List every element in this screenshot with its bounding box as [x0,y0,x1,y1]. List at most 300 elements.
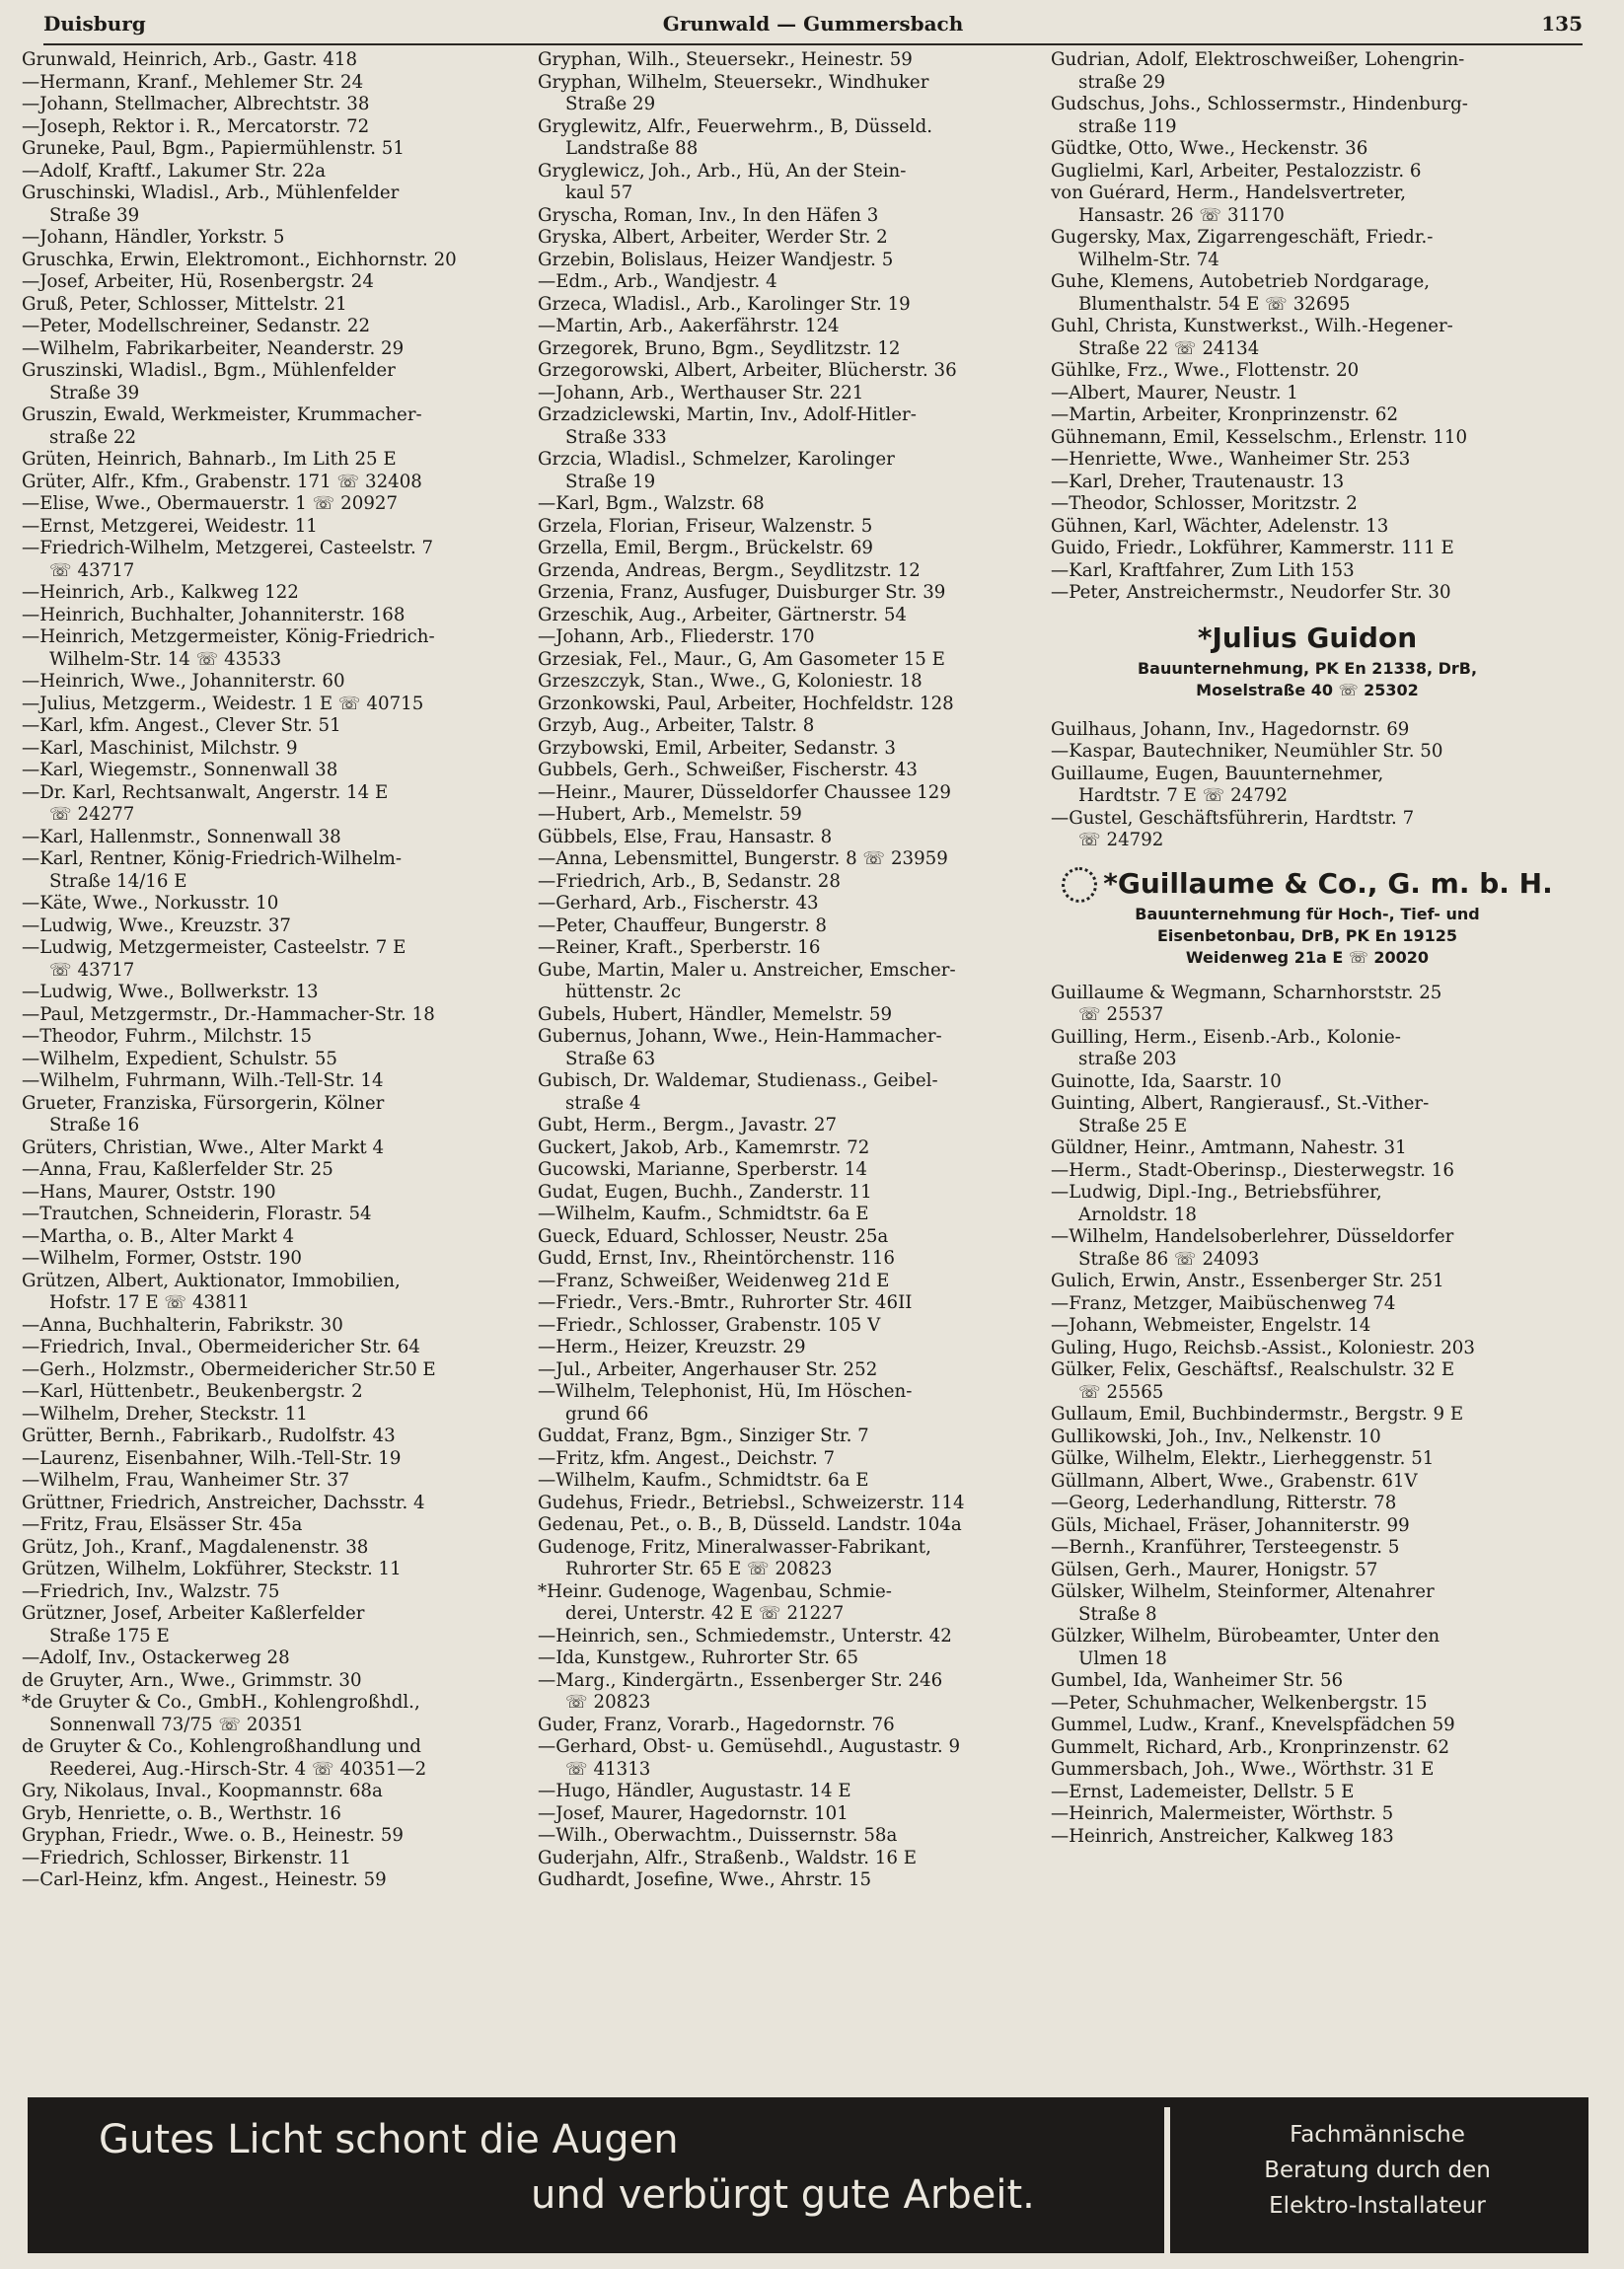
entry-line: Guinting, Albert, Rangierausf., St.-Vither- [1051,1093,1430,1114]
directory-entry [22,1470,527,1493]
directory-entry [538,738,1041,761]
directory-entry [538,360,1041,383]
entry-continuation: Straße 25 E [1078,1115,1188,1136]
entry-line: —Heinrich, Buchhalter, Johanniterstr. 168 [22,604,406,625]
entry-line: Güdtke, Otto, Wwe., Heckenstr. 36 [1051,138,1368,159]
directory-entry [538,1070,1041,1115]
entry-line: Grueter, Franziska, Fürsorgerin, Kölner [22,1092,385,1114]
entry-continuation: straße 22 [49,426,137,448]
directory-entry [538,404,1041,449]
directory-entry [538,1381,1041,1426]
directory-entry [1051,1670,1564,1693]
directory-entry [538,116,1041,161]
company-logo-icon [1062,867,1097,903]
entry-continuation: Hansastr. 26 ☏ 31170 [1078,204,1285,226]
entry-line: —Wilhelm, Telephonist, Hü, Im Höschen- [538,1381,913,1402]
directory-entry [22,294,527,317]
entry-line: Gülke, Wilhelm, Elektr., Lierheggenstr. 51 [1051,1448,1435,1469]
entry-line: Gubernus, Johann, Wwe., Hein-Hammacher- [538,1026,942,1047]
entry-line: Gryglewicz, Joh., Arb., Hü, An der Stein- [538,160,907,182]
banner-side-line3: Elektro-Installateur [1269,2193,1486,2219]
directory-entry [22,1026,527,1049]
directory-entry [1051,1782,1564,1804]
entry-line: —Friedr., Vers.-Bmtr., Ruhrorter Str. 46II [538,1292,913,1313]
entry-line: Grzcia, Wladisl., Schmelzer, Karolinger [538,449,895,470]
entry-line: —Karl, kfm. Angest., Clever Str. 51 [22,715,341,736]
entry-line: —Albert, Maurer, Neustr. 1 [1051,382,1298,403]
directory-entry [538,1115,1041,1137]
entry-line: —Peter, Schuhmacher, Welkenbergstr. 15 [1051,1692,1428,1714]
entry-line: —Dr. Karl, Rechtsanwalt, Angerstr. 14 E [22,781,389,803]
entry-line: Güls, Michael, Fräser, Johanniterstr. 99 [1051,1514,1410,1536]
directory-entry [538,1204,1041,1226]
entry-line: —Peter, Chauffeur, Bungerstr. 8 [538,915,827,936]
entry-continuation: Wilhelm-Str. 14 ☏ 43533 [49,648,282,670]
entry-line: —Henriette, Wwe., Wanheimer Str. 253 [1051,449,1411,470]
directory-entry [22,449,527,472]
directory-entry [22,472,527,494]
entry-line: —Wilhelm, Fabrikarbeiter, Neanderstr. 29 [22,337,405,359]
entry-line: —Theodor, Fuhrm., Milchstr. 15 [22,1026,313,1047]
entry-line: —Johann, Arb., Werthauser Str. 221 [538,382,864,403]
entry-line: —Karl, Kraftfahrer, Zum Lith 153 [1051,559,1355,581]
page-header [43,10,1583,45]
directory-entry [538,1292,1041,1315]
directory-entry [1051,383,1564,405]
directory-entry [22,271,527,294]
directory-entry [22,626,527,671]
entry-line: Gudenoge, Fritz, Mineralwasser-Fabrikant, [538,1536,931,1558]
entry-line: —Anna, Buchhalterin, Fabrikstr. 30 [22,1314,343,1336]
entry-line: —Georg, Lederhandlung, Ritterstr. 78 [1051,1493,1397,1513]
directory-entry [22,250,527,272]
entry-continuation: ☏ 25537 [1078,1004,1164,1025]
entry-line: —Karl, Hüttenbetr., Beukenbergstr. 2 [22,1381,363,1402]
entry-continuation: ☏ 43717 [49,559,135,581]
entry-line: —Wilhelm, Kaufm., Schmidtstr. 6a E [538,1470,869,1491]
directory-entry [22,1404,527,1427]
entry-line: —Josef, Maurer, Hagedornstr. 101 [538,1802,849,1824]
entry-line: —Jul., Arbeiter, Angerhauser Str. 252 [538,1358,878,1380]
entry-continuation: ☏ 43717 [49,959,135,981]
directory-entry [1051,1448,1564,1471]
directory-entry [538,1848,1041,1870]
directory-entry [1051,316,1564,360]
entry-line: —Herm., Stadt-Oberinsp., Diesterwegstr. 16 [1051,1159,1454,1181]
entry-line: —Friedrich, Arb., B, Sedanstr. 28 [538,870,841,892]
directory-entry [538,1359,1041,1382]
entry-line: —Anna, Lebensmittel, Bungerstr. 8 ☏ 23959 [538,848,948,869]
directory-entry [22,1093,527,1137]
directory-entry [22,1271,527,1315]
entry-line: Grzegorowski, Albert, Arbeiter, Blücherstr. 36 [538,360,957,381]
ad-guillaume-line2: Eisenbetonbau, DrB, PK En 19125 [1156,925,1458,945]
directory-entry [1051,227,1564,271]
directory-entry [538,1647,1041,1670]
entry-line: Gudschus, Johs., Schlossermstr., Hindenburg- [1051,94,1468,114]
entry-continuation: hüttenstr. 2c [565,982,682,1002]
directory-entry [22,738,527,761]
directory-entry [1051,1759,1564,1782]
directory-entry [1051,1182,1564,1226]
directory-entry [22,1537,527,1560]
entry-line: Gühnemann, Emil, Kesselschm., Erlenstr. 110 [1051,426,1468,448]
directory-entry [1051,1693,1564,1716]
directory-entry [22,360,527,404]
directory-entry [22,138,527,161]
directory-entry [538,1337,1041,1359]
directory-entry [1051,1160,1564,1183]
entry-line: Gühnen, Karl, Wächter, Adelenstr. 13 [1051,515,1389,537]
directory-entry [538,1670,1041,1715]
directory-entry [1051,1715,1564,1737]
directory-entry [22,1869,527,1892]
entry-line: —Laurenz, Eisenbahner, Wilh.-Tell-Str. 19 [22,1447,402,1469]
directory-entry [538,1271,1041,1293]
directory-entry [22,937,527,982]
entry-line: —Fritz, Frau, Elsässer Str. 45a [22,1514,303,1535]
entry-line: —Adolf, Inv., Ostackerweg 28 [22,1647,290,1668]
directory-entry [1051,360,1564,383]
directory-entry [22,1559,527,1581]
entry-line: Gryglewitz, Alfr., Feuerwehrm., B, Düsseld. [538,115,933,137]
entry-line: —Adolf, Kraftf., Lakumer Str. 22a [22,160,327,182]
directory-entry [1051,1826,1564,1849]
directory-entry [1051,1427,1564,1449]
directory-entry [22,227,527,250]
directory-entry [1051,516,1564,539]
entry-line: Grzeca, Wladisl., Arb., Karolinger Str. 19 [538,293,911,315]
directory-entry [1051,1338,1564,1360]
directory-entry [538,1493,1041,1515]
entry-line: —Gerhard, Arb., Fischerstr. 43 [538,893,819,914]
directory-entry [22,1426,527,1448]
entry-line: —Gerhard, Obst- u. Gemüsehdl., Augustastr. 9 [538,1736,961,1757]
directory-entry [538,1514,1041,1537]
header-range: Grunwald — Gummersbach [662,12,964,36]
entry-line: Grzeszczyk, Stan., Wwe., G, Koloniestr. 18 [538,671,923,692]
entry-continuation: ☏ 20823 [565,1692,651,1713]
banner-line2: und verbürgt gute Arbeit. [531,2172,1035,2218]
entry-line: —Carl-Heinz, kfm. Angest., Heinestr. 59 [22,1869,387,1890]
directory-entry [22,516,527,539]
directory-entry [22,116,527,139]
entry-line: —Elise, Wwe., Obermauerstr. 1 ☏ 20927 [22,493,399,514]
directory-entry [1051,741,1564,764]
entry-line: —Hermann, Kranf., Mehlemer Str. 24 [22,71,364,93]
ad-guidon-line2: Moselstraße 40 ☏ 25302 [1196,680,1419,699]
entry-line: —Martha, o. B., Alter Markt 4 [22,1225,295,1247]
entry-line: —Karl, Maschinist, Milchstr. 9 [22,737,298,759]
entry-line: de Gruyter & Co., Kohlengroßhandlung und [22,1736,421,1757]
entry-line: —Käte, Wwe., Norkusstr. 10 [22,893,279,914]
directory-entry [538,161,1041,205]
entry-line: Guckert, Jakob, Arb., Kamemrstr. 72 [538,1136,870,1158]
directory-entry [22,760,527,782]
directory-entry [1051,183,1564,227]
directory-entry [538,1448,1041,1471]
entry-line: —Ludwig, Wwe., Bollwerkstr. 13 [22,982,319,1002]
entry-line: —Ernst, Metzgerei, Weidestr. 11 [22,515,318,537]
entry-line: —Ernst, Lademeister, Dellstr. 5 E [1051,1781,1355,1802]
entry-line: Guhe, Klemens, Autobetrieb Nordgarage, [1051,271,1430,292]
directory-entry [22,1514,527,1537]
entry-continuation: Straße 16 [49,1115,140,1135]
directory-entry [22,1070,527,1093]
entry-line: Guilhaus, Johann, Inv., Hagedornstr. 69 [1051,718,1410,740]
advertisement-banner [28,2097,1588,2253]
entry-line: Gummel, Ludw., Kranf., Knevelspfädchen 59 [1051,1715,1455,1735]
entry-line: Gugersky, Max, Zigarrengeschäft, Friedr.- [1051,227,1434,248]
entry-line: Gube, Martin, Maler u. Anstreicher, Emscher- [538,959,956,981]
directory-entry [22,1315,527,1338]
directory-entry [22,1337,527,1359]
entry-line: Gummersbach, Joh., Wwe., Wörthstr. 31 E [1051,1759,1435,1780]
directory-entry [538,1182,1041,1205]
entry-line: Grzebin, Bolislaus, Heizer Wandjestr. 5 [538,249,894,270]
directory-entry [1051,1359,1564,1404]
ad-guillaume-line3: Weidenweg 21a E ☏ 20020 [1185,947,1430,967]
entry-line: —Heinrich, Wwe., Johanniterstr. 60 [22,671,345,692]
directory-entry [22,582,527,605]
entry-line: Gülsen, Gerh., Maurer, Honigstr. 57 [1051,1559,1378,1580]
directory-entry [22,848,527,893]
directory-entry [538,1781,1041,1803]
entry-line: Gudat, Eugen, Buchh., Zanderstr. 11 [538,1181,872,1203]
directory-entry [538,848,1041,871]
entry-line: Grzybowski, Emil, Arbeiter, Sedanstr. 3 [538,737,896,759]
directory-entry [1051,404,1564,427]
entry-line: Guder, Franz, Vorarb., Hagedornstr. 76 [538,1714,895,1735]
entry-line: Grüter, Alfr., Kfm., Grabenstr. 171 ☏ 32408 [22,471,422,492]
entry-line: —Kaspar, Bautechniker, Neumühler Str. 50 [1051,741,1443,762]
entry-continuation: Wilhelm-Str. 74 [1078,249,1219,270]
directory-entry [1051,1404,1564,1427]
entry-line: Gryska, Albert, Arbeiter, Werder Str. 2 [538,227,888,248]
entry-line: —Anna, Frau, Kaßlerfelder Str. 25 [22,1159,333,1180]
ad-guidon-line1: Bauunternehmung, PK En 21338, DrB, [1137,658,1478,678]
entry-line: Grützen, Albert, Auktionator, Immobilien, [22,1270,401,1291]
entry-line: —Julius, Metzgerm., Weidestr. 1 E ☏ 40715 [22,693,424,714]
entry-line: —Ida, Kunstgew., Ruhrorter Str. 65 [538,1647,859,1668]
entry-line: —Wilhelm, Handelsoberlehrer, Düsseldorfer [1051,1226,1454,1247]
directory-entry [22,827,527,849]
entry-line: —Hans, Maurer, Oststr. 190 [22,1181,276,1203]
column-3-entries-bottom [1051,983,1564,1849]
entry-line: Guillaume & Wegmann, Scharnhorststr. 25 [1051,982,1442,1003]
directory-entry [538,560,1041,583]
entry-line: von Guérard, Herm., Handelsvertreter, [1051,183,1407,203]
entry-line: Gummelt, Richard, Arb., Kronprinzenstr. 62 [1051,1736,1450,1758]
entry-line: —Wilhelm, Expedient, Schulstr. 55 [22,1048,337,1069]
header-city: Duisburg [43,12,146,36]
entry-line: Gudhardt, Josefine, Wwe., Ahrstr. 15 [538,1869,872,1890]
page-number: 135 [1541,12,1583,36]
entry-line: Gruszinski, Wladisl., Bgm., Mühlenfelder [22,360,396,381]
entry-line: Grzenia, Franz, Ausfuger, Duisburger Str. 39 [538,582,946,603]
directory-entry [538,937,1041,960]
entry-line: —Martin, Arbeiter, Kronprinzenstr. 62 [1051,404,1399,425]
directory-entry [22,1004,527,1027]
entry-line: —Josef, Arbeiter, Hü, Rosenbergstr. 24 [22,271,374,292]
entry-line: —Heinrich, Anstreicher, Kalkweg 183 [1051,1825,1394,1847]
directory-entry [1051,1226,1564,1271]
directory-entry [1051,1515,1564,1538]
directory-entry [22,782,527,827]
entry-line: Gulich, Erwin, Anstr., Essenberger Str. 251 [1051,1271,1444,1291]
entry-line: Guderjahn, Alfr., Straßenb., Waldstr. 16 E [538,1847,917,1868]
directory-entry [1051,1803,1564,1826]
entry-line: Grützen, Wilhelm, Lokführer, Steckstr. 11 [22,1559,402,1579]
directory-entry [538,1026,1041,1070]
directory-entry [22,1670,527,1693]
directory-entry [1051,1071,1564,1094]
entry-continuation: derei, Unterstr. 42 E ☏ 21227 [565,1603,845,1624]
directory-entry [1051,808,1564,852]
directory-entry [22,1848,527,1870]
entry-continuation: ☏ 24792 [1078,830,1164,850]
entry-line: Gueck, Eduard, Schlosser, Neustr. 25a [538,1225,889,1247]
entry-line: Gucowski, Marianne, Sperberstr. 14 [538,1159,867,1180]
directory-entry [22,982,527,1004]
entry-line: —Heinrich, Arb., Kalkweg 122 [22,582,299,603]
directory-entry [538,72,1041,116]
entry-line: —Karl, Wiegemstr., Sonnenwall 38 [22,760,338,780]
entry-line: —Karl, Rentner, König-Friedrich-Wilhelm- [22,848,403,869]
entry-continuation: grund 66 [565,1403,649,1425]
directory-entry [1051,538,1564,560]
directory-entry [1051,983,1564,1027]
entry-line: —Karl, Bgm., Walzstr. 68 [538,493,765,514]
entry-line: —Johann, Webmeister, Engelstr. 14 [1051,1315,1371,1336]
entry-line: *Heinr. Gudenoge, Wagenbau, Schmie- [538,1580,892,1602]
directory-entry [1051,1027,1564,1071]
entry-line: —Johann, Händler, Yorkstr. 5 [22,227,285,248]
entry-line: Grzesiak, Fel., Maur., G, Am Gasometer 15 E [538,648,945,670]
directory-entry [1051,1093,1564,1137]
entry-continuation: Arnoldstr. 18 [1078,1204,1197,1225]
entry-line: Grysch​a, Roman, Inv., In den Häfen 3 [538,204,879,226]
directory-entry [22,915,527,938]
entry-line: Guido, Friedr., Lokführer, Kammerstr. 111 E [1051,538,1454,558]
directory-entry [538,715,1041,738]
directory-entry [1051,271,1564,316]
directory-entry [1051,1537,1564,1560]
directory-entry [22,493,527,516]
ad-guillaume-name [1051,864,1564,904]
entry-line: —Peter, Anstreichermstr., Neudorfer Str. 30 [1051,582,1451,603]
entry-line: Gullikowski, Joh., Inv., Nelkenstr. 10 [1051,1426,1381,1447]
entry-line: —Franz, Schweißer, Weidenweg 21d E [538,1270,890,1291]
directory-entry [538,538,1041,560]
entry-line: —Ludwig, Dipl.-Ing., Betriebsführer, [1051,1182,1382,1203]
entry-line: *de Gruyter & Co., GmbH., Kohlengroßhdl., [22,1692,420,1713]
directory-entry [22,1803,527,1826]
entry-continuation: ☏ 24277 [49,804,135,825]
directory-entry [1051,1626,1564,1670]
directory-entry [22,1736,527,1781]
directory-entry [22,1381,527,1404]
directory-entry [22,1825,527,1848]
entry-line: Grzonkowski, Paul, Arbeiter, Hochfeldstr. 128 [538,693,954,714]
entry-line: —Karl, Hallenmstr., Sonnenwall 38 [22,826,341,847]
directory-entry [538,1869,1041,1892]
entry-line: Güllmann, Albert, Wwe., Grabenstr. 61V [1051,1470,1418,1492]
entry-line: Grüters, Christian, Wwe., Alter Markt 4 [22,1136,385,1158]
entry-line: Grzyb, Aug., Arbeiter, Talstr. 8 [538,715,815,736]
directory-entry [538,1137,1041,1160]
entry-line: Gühlke, Frz., Wwe., Flottenstr. 20 [1051,360,1360,381]
directory-entry [538,1426,1041,1448]
entry-line: —Wilhelm, Frau, Wanheimer Str. 37 [22,1470,350,1491]
directory-entry [538,1470,1041,1493]
directory-entry [22,49,527,72]
directory-entry [538,516,1041,539]
entry-line: Gryphan, Wilh., Steuersekr., Heinestr. 59 [538,49,913,70]
directory-entry [538,1537,1041,1581]
directory-entry [22,1359,527,1382]
entry-continuation: Straße 19 [565,471,656,492]
entry-line: —Friedrich, Schlosser, Birkenstr. 11 [22,1847,351,1868]
column-1 [22,49,527,1892]
entry-line: —Wilhelm, Dreher, Steckstr. 11 [22,1403,308,1425]
directory-entry [22,1248,527,1271]
entry-line: —Johann, Stellmacher, Albrechtstr. 38 [22,94,370,114]
entry-line: Gruß, Peter, Schlosser, Mittelstr. 21 [22,293,347,315]
entry-line: —Franz, Metzger, Maibüschenweg 74 [1051,1292,1396,1314]
entry-continuation: straße 29 [1078,71,1166,93]
directory-entry [1051,1737,1564,1760]
directory-entry [1051,1471,1564,1494]
entry-line: Gubbels, Gerh., Schweißer, Fischerstr. 43 [538,760,918,780]
entry-continuation: Hofstr. 17 E ☏ 43811 [49,1292,250,1313]
entry-line: —Marg., Kindergärtn., Essenberger Str. 246 [538,1669,943,1691]
directory-entry [22,1448,527,1471]
entry-line: —Paul, Metzgermstr., Dr.-Hammacher-Str. 18 [22,1003,435,1025]
banner-side-line1: Fachmännische [1290,2122,1465,2148]
directory-entry [538,1226,1041,1249]
entry-continuation: Hardtstr. 7 E ☏ 24792 [1078,785,1289,806]
directory-entry [538,338,1041,361]
entry-line: —Fritz, kfm. Angest., Deichstr. 7 [538,1447,836,1469]
entry-line: —Reiner, Kraft., Sperberstr. 16 [538,937,821,958]
entry-line: —Heinrich, Malermeister, Wörthstr. 5 [1051,1803,1394,1824]
entry-line: —Gerh., Holzmstr., Obermeidericher Str.50 E [22,1358,436,1380]
entry-line: —Edm., Arb., Wandjestr. 4 [538,271,777,292]
entry-line: Guling, Hugo, Reichsb.-Assist., Koloniestr. 203 [1051,1337,1475,1358]
banner-line1: Gutes Licht schont die Augen [99,2117,679,2162]
directory-entry [538,205,1041,228]
entry-line: Gudehus, Friedr., Betriebsl., Schweizerstr. 114 [538,1492,965,1513]
directory-entry [538,760,1041,782]
entry-continuation: Reederei, Aug.-Hirsch-Str. 4 ☏ 40351—2 [49,1758,427,1780]
directory-entry [1051,764,1564,808]
entry-continuation: straße 4 [565,1092,641,1114]
entry-continuation: Straße 333 [565,426,667,448]
entry-continuation: Straße 22 ☏ 24134 [1078,337,1260,359]
directory-entry [22,893,527,915]
entry-line: —Wilhelm, Former, Oststr. 190 [22,1248,302,1269]
directory-entry [538,1803,1041,1826]
directory-entry [1051,1581,1564,1626]
directory-entry [1051,94,1564,138]
directory-entry [1051,161,1564,183]
banner-side-line2: Beratung durch den [1264,2158,1491,2183]
entry-line: —Peter, Modellschreiner, Sedanstr. 22 [22,316,371,336]
advertisement-guidon [1051,619,1564,701]
directory-entry [538,649,1041,672]
entry-line: Gülker, Felix, Geschäftsf., Realschulstr. 32 E [1051,1359,1455,1380]
